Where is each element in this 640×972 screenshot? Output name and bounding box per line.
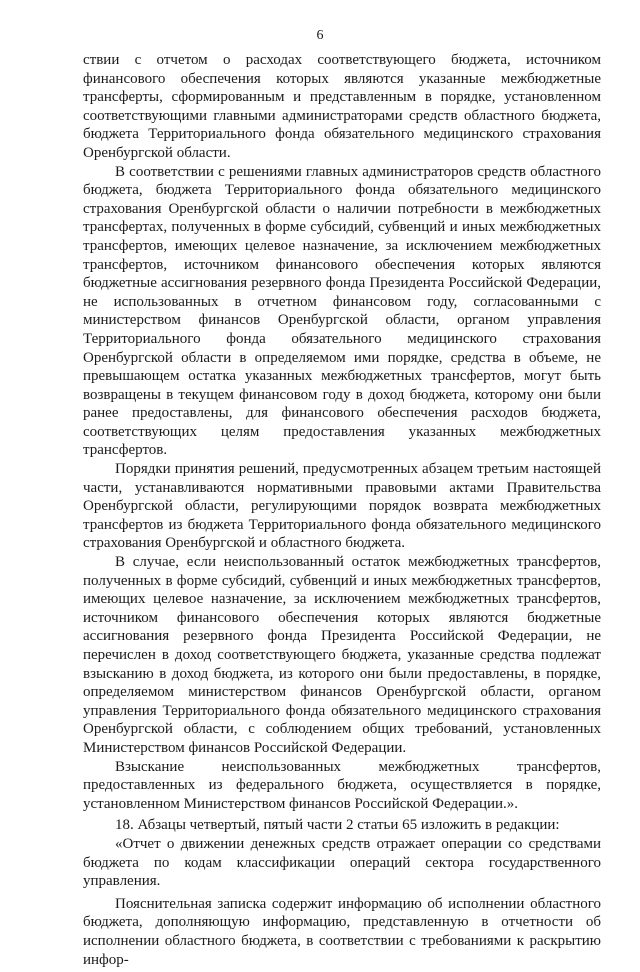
paragraph-procedures: Порядки принятия решений, предусмотренных абзацем третьим настоящей части, устанавливаются нормативными правовыми актами Правительства Оренбургской области, регулирующими порядок возврата межбюджетных трансфертов из бюджета Территориального фонда обязательного медицинского страхования Оренбургской и областного бюджета. xyxy=(83,461,601,552)
paragraph-unused-balance: В случае, если неиспользованный остаток межбюджетных трансфертов, полученных в форме субсидий, субвенций и иных межбюджетных трансфертов, имеющих целевое назначение, за исключением межбюджетных трансфертов, источником финансового обеспечения которых являются бюджетные ассигнования резервного фонда Президента Российской Федерации, не перечислен в доход соответствующего бюджета, указанные средства подлежат взысканию в доход бюджета, из которого они были предоставлены, в порядке, определяемом министерством финансов Оренбургской области, органом управления Территориального фонда обязательного медицинского страхования Оренбургской области, с соблюдением общих требований, установленных Министерством финансов Российской Федерации. xyxy=(83,554,601,756)
page-number: 6 xyxy=(316,28,324,43)
paragraph-cash-flow-report: «Отчет о движении денежных средств отражает операции со средствами бюджета по кодам классификации операций сектора государственного управления. xyxy=(83,835,601,890)
paragraph-explanatory-note: Пояснительная записка содержит информацию об исполнении областного бюджета, дополняющую информацию, представленную в отчетности об исполнении областного бюджета, в соответствии с требованиями к раскрытию инфор- xyxy=(83,895,601,968)
paragraph-recovery: Взыскание неиспользованных межбюджетных трансфертов, предоставленных из федерального бюджета, осуществляется в порядке, установленном Министерством финансов Российской Федерации.». xyxy=(83,758,601,812)
paragraph-decisions: В соответствии с решениями главных администраторов средств областного бюджета, бюджета Территориального фонда обязательного медицинского страхования Оренбургской области о наличии потребности в межбюджетных трансфертах, полученных в форме субсидий, субвенций и иных межбюджетных трансфертов, имеющих целевое назначение, за исключением межбюджетных трансфертов, источником финансового обеспечения которых являются бюджетные ассигнования резервного фонда Президента Российской Федерации, не использованных в отчетном финансовом году, согласованными с министерством финансов Оренбургской области, органом управления Территориального фонда обязательного медицинского страхования Оренбургской области в определяемом ими порядке, средства в объеме, не превышающем остатка указанных межбюджетных трансфертов, могут быть возвращены в текущем финансовом году в доход бюджета, которому они были ранее предоставлены, для финансового обеспечения расходов бюджета, соответствующих целям предоставления указанных межбюджетных трансфертов. xyxy=(83,163,601,459)
document-body xyxy=(83,51,601,972)
paragraph-continuation: ствии с отчетом о расходах соответствующего бюджета, источником финансового обеспечения которых являются указанные межбюджетные трансферты, сформированным и представленным в порядке, установленном соответствующими главными администраторами средств областного бюджета, бюджета Территориального фонда обязательного медицинского страхования Оренбургской области. xyxy=(83,52,601,161)
paragraph-item-18: 18. Абзацы четвертый, пятый части 2 статьи 65 изложить в редакции: xyxy=(115,817,560,834)
